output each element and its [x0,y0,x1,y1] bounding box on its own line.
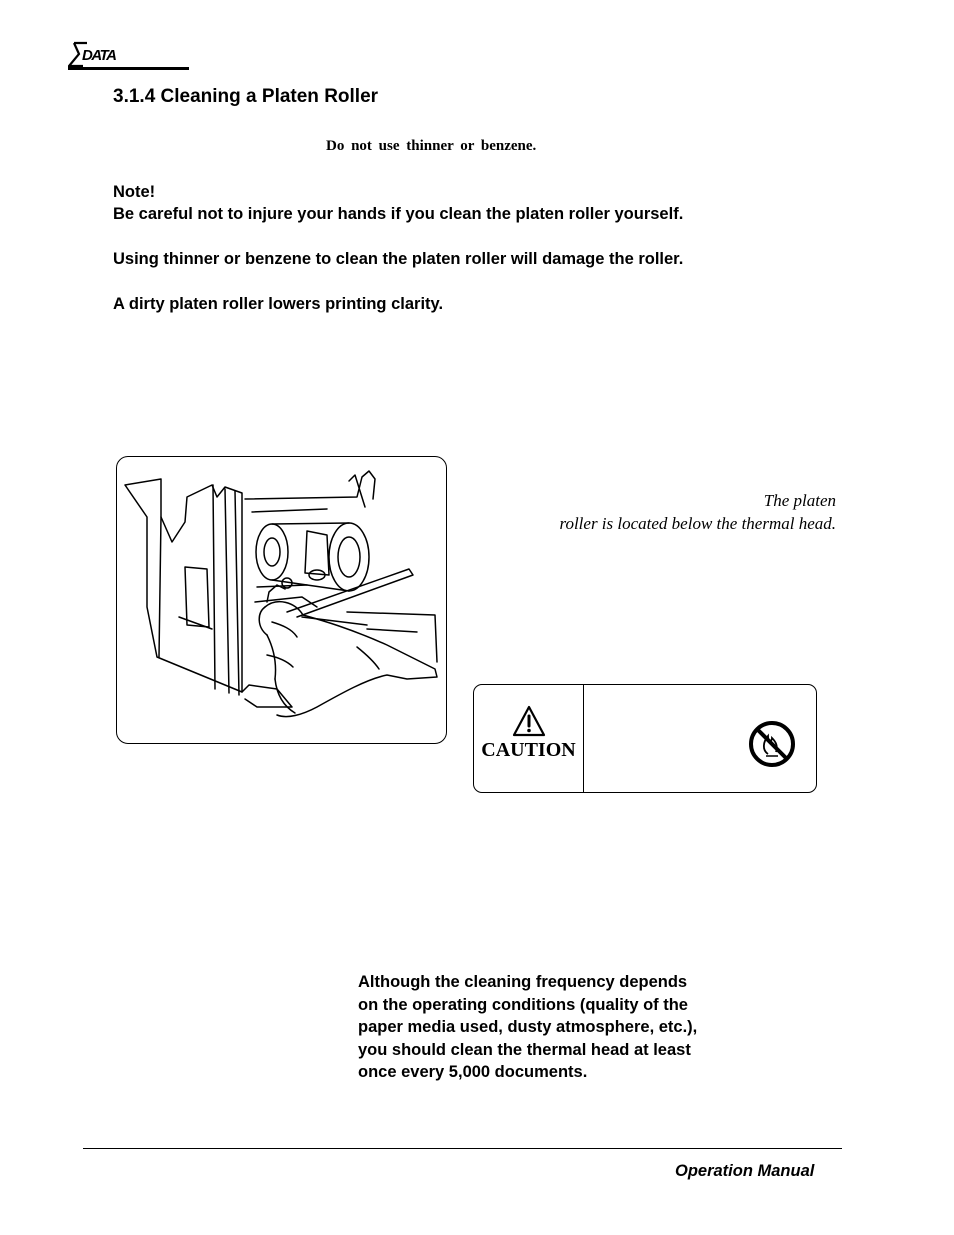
section-title: 3.1.4 Cleaning a Platen Roller [113,86,379,107]
warning-line: Do not use thinner or benzene. [326,138,537,154]
figure-caption [470,489,836,535]
caution-label: CAUTION [481,739,576,761]
footer-title: Operation Manual [675,1162,815,1180]
logo-text: DATA [82,47,116,64]
footer-rule [83,1148,842,1149]
logo-underline [68,67,189,70]
figure-caption-line-1: The platen [763,491,836,510]
cleaning-frequency-paragraph [358,971,758,1084]
figure-caption-line-2: roller is located below the thermal head. [559,514,836,533]
platen-roller-illustration [116,456,447,744]
frequency-line-3: paper media used, dusty atmosphere, etc.), [358,1018,698,1036]
note-line-3: A dirty platen roller lowers printing clarity. [113,295,444,313]
no-fire-icon [748,720,796,768]
company-logo [68,40,190,70]
printer-cleaning-drawing [117,457,446,743]
frequency-line-4: you should clean the thermal head at least [358,1040,691,1059]
note-line-2: Using thinner or benzene to clean the platen roller will damage the roller. [113,250,684,268]
frequency-line-2: on the operating conditions (quality of the [358,995,688,1014]
warning-triangle-icon [512,705,546,737]
note-block [113,181,873,315]
note-title: Note! [113,183,156,201]
frequency-line-5: once every 5,000 documents. [358,1063,588,1081]
note-line-1: Be careful not to injure your hands if you clean the platen roller yourself. [113,205,684,223]
frequency-line-1: Although the cleaning frequency depends [358,973,688,991]
caution-box [473,684,817,793]
caution-label-cell [474,685,584,792]
